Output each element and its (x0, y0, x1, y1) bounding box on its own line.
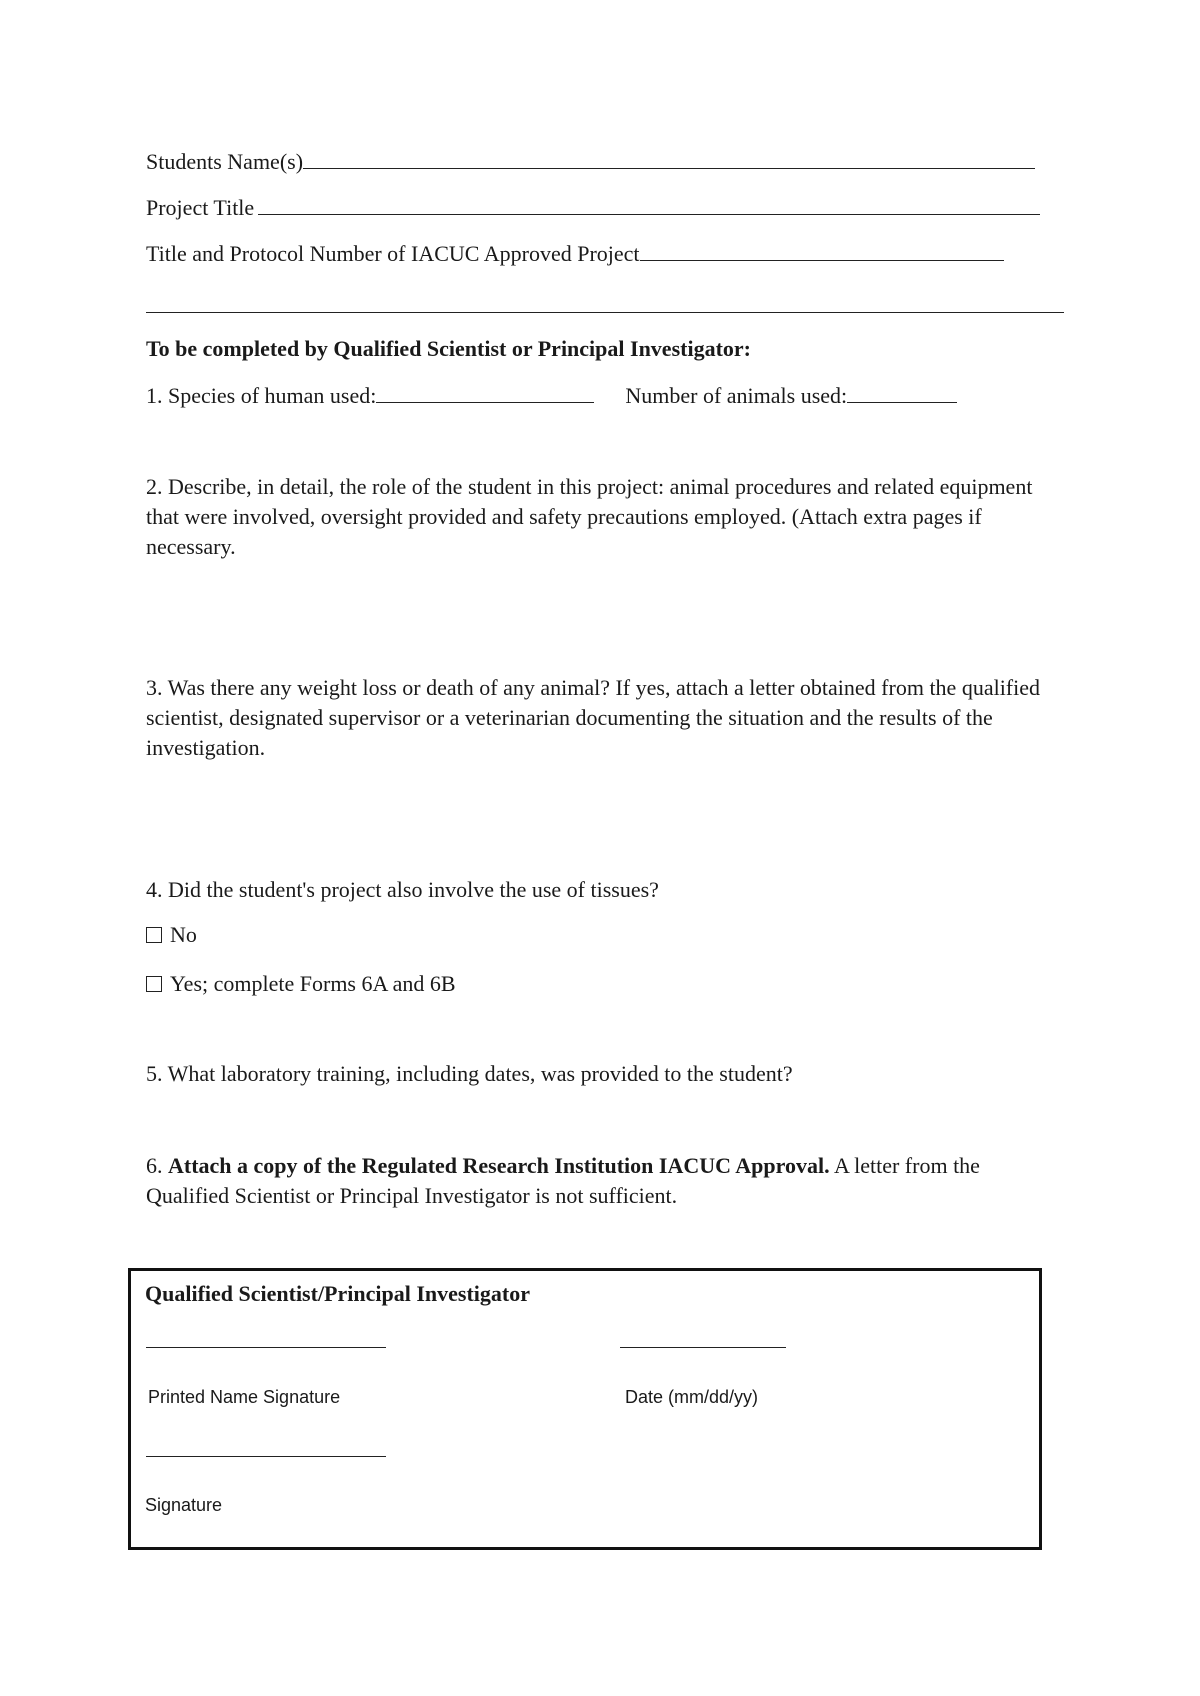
students-name-blank[interactable] (303, 146, 1035, 169)
signature-line[interactable] (146, 1456, 386, 1457)
q6-rest-text: A letter from the Qualified Scientist or Principal Investigator is not sufficient. (146, 1153, 980, 1208)
animals-blank[interactable] (847, 380, 957, 403)
animals-label: Number of animals used: (625, 383, 848, 408)
signature-label: Signature (145, 1495, 223, 1515)
date-line[interactable] (620, 1347, 786, 1348)
iacuc-title-continuation-line[interactable] (146, 312, 1064, 313)
iacuc-title-label: Title and Protocol Number of IACUC Approved Project (146, 241, 640, 266)
q6-bold-text: Attach a copy of the Regulated Research Institution IACUC Approval. (168, 1153, 830, 1178)
question-6 (146, 1151, 1066, 1211)
students-name-field (146, 146, 1035, 177)
question-4: 4. Did the student's project also involve the use of tissues? (146, 877, 659, 902)
question-5: 5. What laboratory training, including dates, was provided to the student? (146, 1061, 793, 1086)
yes-checkbox-icon[interactable] (146, 976, 162, 992)
signature-box (128, 1268, 1042, 1550)
date-label: Date (mm/dd/yy) (625, 1387, 759, 1407)
species-label: 1. Species of human used: (146, 383, 377, 408)
project-title-label: Project Title (146, 195, 255, 220)
option-no-label: No (170, 922, 197, 947)
option-yes-label: Yes; complete Forms 6A and 6B (170, 971, 456, 996)
printed-name-label: Printed Name Signature (148, 1387, 341, 1407)
question-1 (146, 380, 957, 411)
q6-number: 6. (146, 1153, 163, 1178)
section-heading: To be completed by Qualified Scientist or Principal Investigator: (146, 336, 751, 361)
species-blank[interactable] (376, 380, 594, 403)
question-2: 2. Describe, in detail, the role of the student in this project: animal procedures and related equipment that were involved, oversight provided and safety precautions employed. (Attach extra pages if necessary. (146, 474, 1033, 559)
question-3: 3. Was there any weight loss or death of any animal? If yes, attach a letter obtained from the qualified scientist, designated supervisor or a veterinarian documenting the situation and the results of the investigation. (146, 675, 1041, 760)
option-no[interactable] (146, 920, 197, 950)
printed-name-line[interactable] (146, 1347, 386, 1348)
project-title-blank[interactable] (258, 192, 1040, 215)
students-name-label: Students Name(s) (146, 149, 304, 174)
signature-box-title: Qualified Scientist/Principal Investigator (145, 1281, 530, 1306)
project-title-field (146, 192, 1040, 223)
iacuc-title-field (146, 238, 1004, 269)
iacuc-title-blank[interactable] (640, 238, 1004, 261)
no-checkbox-icon[interactable] (146, 927, 162, 943)
option-yes[interactable] (146, 969, 456, 999)
